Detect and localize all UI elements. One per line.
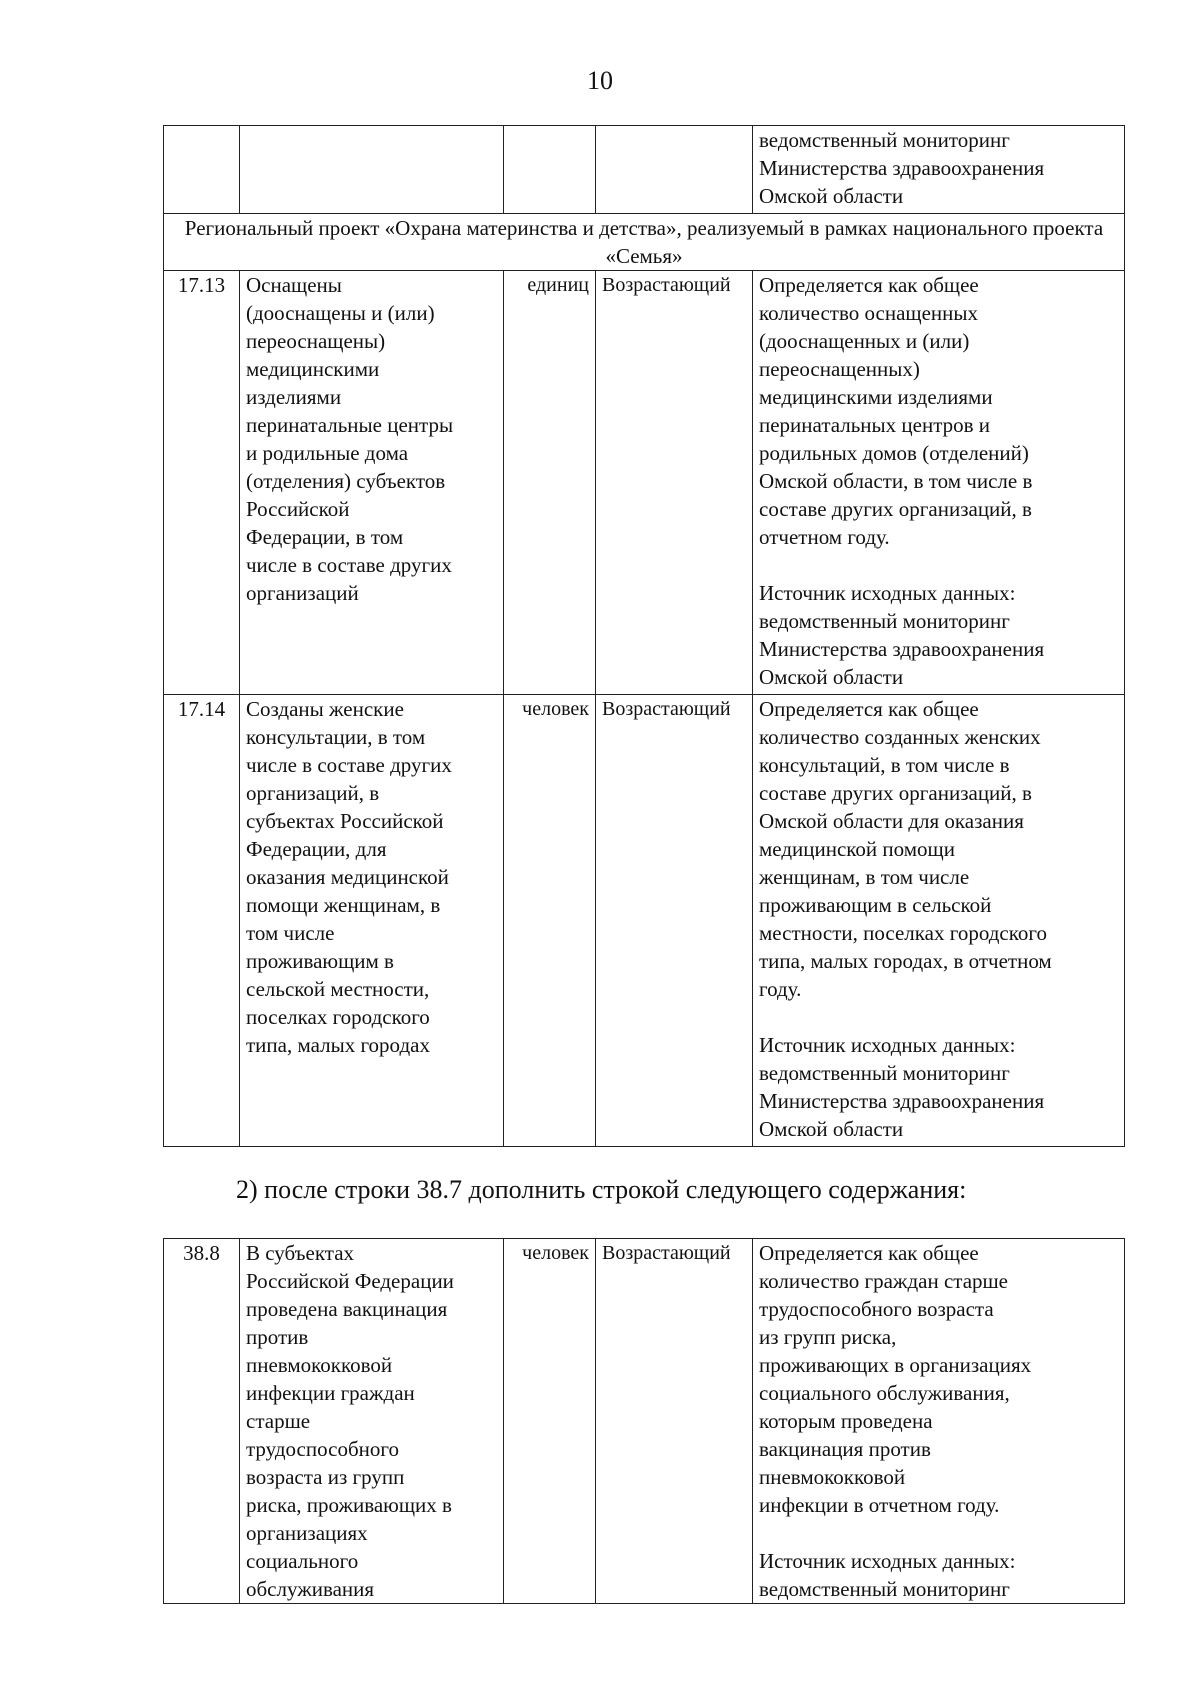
unit-cell: единиц xyxy=(504,271,596,695)
indicators-table-top xyxy=(163,125,1125,1147)
indicator-name-cell xyxy=(240,126,504,214)
section-header-row xyxy=(164,214,1125,271)
unit-cell xyxy=(504,126,596,214)
method-cell: Возрастающий xyxy=(596,695,753,1147)
description-cell: Определяется как общее количество граждан старше трудоспособного возраста из групп риска, проживающих в организациях социального обслуживания, которым проведена вакцинация против пневмококковой инфекции в отчетном году. Источник исходных данных: ведомственный мониторинг xyxy=(753,1239,1125,1604)
page-number: 10 xyxy=(587,66,613,95)
row-number-cell: 38.8 xyxy=(164,1239,240,1604)
section-header: Региональный проект «Охрана материнства и детства», реализуемый в рамках национального проекта «Семья» xyxy=(164,214,1125,271)
table-row xyxy=(164,1239,1125,1604)
method-cell xyxy=(596,126,753,214)
table-row xyxy=(164,695,1125,1147)
amendment-instruction: 2) после строки 38.7 дополнить строкой следующего содержания: xyxy=(236,1175,967,1204)
method-cell: Возрастающий xyxy=(596,1239,753,1604)
unit-cell: человек xyxy=(504,695,596,1147)
row-number-cell: 17.14 xyxy=(164,695,240,1147)
unit-cell: человек xyxy=(504,1239,596,1604)
method-cell: Возрастающий xyxy=(596,271,753,695)
indicators-table-bottom xyxy=(163,1238,1125,1604)
row-number-cell xyxy=(164,126,240,214)
table-row-continued xyxy=(164,126,1125,214)
description-cell: ведомственный мониторинг Министерства здравоохранения Омской области xyxy=(753,126,1125,214)
indicator-name-cell: Созданы женские консультации, в том числе в составе других организаций, в субъектах Российской Федерации, для оказания медицинской помощи женщинам, в том числе проживающим в сельской местности, поселках городского типа, малых городах xyxy=(240,695,504,1147)
table-row xyxy=(164,271,1125,695)
description-cell: Определяется как общее количество оснащенных (дооснащенных и (или) переоснащенных) медицинскими изделиями перинатальных центров и родильных домов (отделений) Омской области, в том числе в составе других организаций, в отчетном году. Источник исходных данных: ведомственный мониторинг Министерства здравоохранения Омской области xyxy=(753,271,1125,695)
description-cell: Определяется как общее количество созданных женских консультаций, в том числе в составе других организаций, в Омской области для оказания медицинской помощи женщинам, в том числе проживающим в сельской местности, поселках городского типа, малых городах, в отчетном году. Источник исходных данных: ведомственный мониторинг Министерства здравоохранения Омской области xyxy=(753,695,1125,1147)
row-number-cell: 17.13 xyxy=(164,271,240,695)
indicator-name-cell: В субъектах Российской Федерации проведена вакцинация против пневмококковой инфекции граждан старше трудоспособного возраста из групп риска, проживающих в организациях социального обслуживания xyxy=(240,1239,504,1604)
indicator-name-cell: Оснащены (дооснащены и (или) переоснащены) медицинскими изделиями перинатальные центры и родильные дома (отделения) субъектов Российской Федерации, в том числе в составе других организаций xyxy=(240,271,504,695)
